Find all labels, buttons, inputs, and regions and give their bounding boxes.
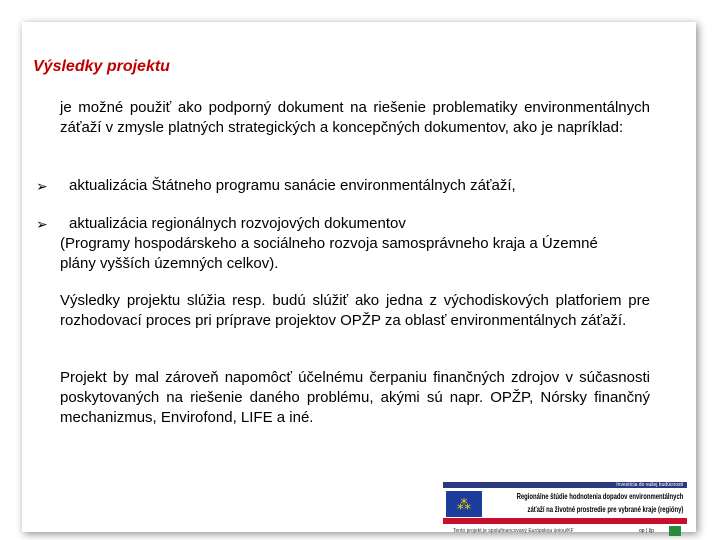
footer-line-2: záťaží na životné prostredie pre vybrané kraje (regióny) (527, 505, 683, 514)
kf-logo-icon (669, 526, 681, 536)
intro-paragraph: je možné použiť ako podporný dokument na riešenie problematiky environmentálnych záťaží v zmysle platných strategických a koncepčných dokumentov, ako je napríklad: (60, 99, 650, 136)
arrow-bullet-icon: ➢ (36, 216, 48, 232)
project-footer-logo (443, 482, 687, 538)
eu-flag-icon: ⁂ (445, 490, 483, 518)
paragraph-3: Projekt by mal zároveň napomôcť účelnému čerpaniu finančných zdrojov v súčasnosti poskytovaných na riešenie daného problému, akými sú napr. OPŽP, Nórsky finančný mechanizmus, Envirofond, LIFE a iné. (60, 369, 650, 426)
op-zp-logo: op | žp (639, 528, 654, 534)
footer-line-1: Regionálne štúdie hodnotenia dopadov environmentálnych (516, 492, 683, 501)
bullet-1: aktualizácia Štátneho programu sanácie environmentálnych záťaží, (69, 177, 516, 194)
paragraph-2: Výsledky projektu slúžia resp. budú slúžiť ako jedna z východiskových platforiem pre rozhodovací proces pri príprave projektov OPŽP za oblasť environmentálnych záťaží. (60, 292, 650, 329)
arrow-bullet-icon: ➢ (36, 178, 48, 194)
footer-cofinance: Tento projekt je spolufinancovaný Európskou úniou/KF (453, 528, 574, 534)
bullet-2: aktualizácia regionálnych rozvojových dokumentov (69, 215, 406, 232)
footer-motto: Investícia do vašej budúcnosti (443, 482, 687, 488)
bullet-2-detail: (Programy hospodárskeho a sociálneho rozvoja samosprávneho kraja a Územné plány vyšších územných celkov). (60, 235, 598, 272)
red-stripe (443, 518, 687, 524)
slide-title: Výsledky projektu (33, 58, 170, 75)
